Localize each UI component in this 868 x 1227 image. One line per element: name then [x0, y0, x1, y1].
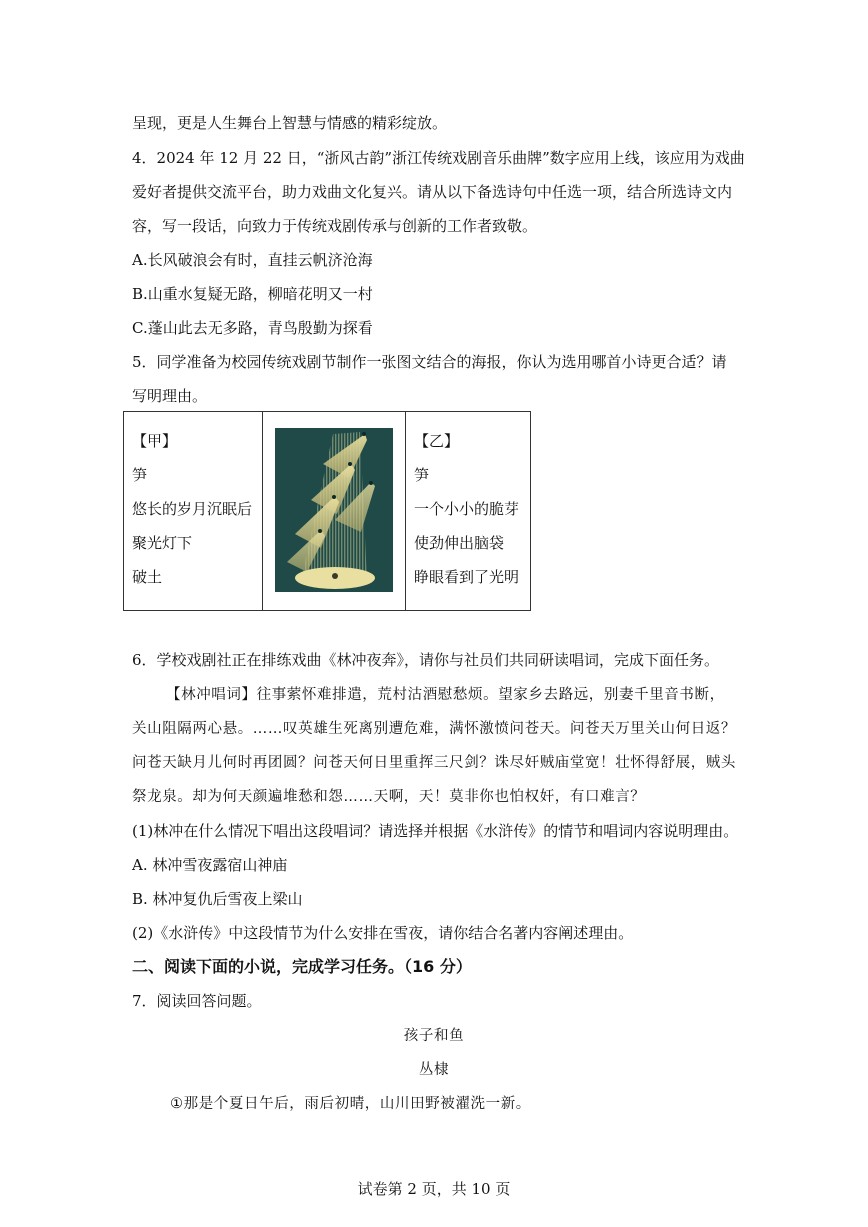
- poem-jia-line: 聚光灯下: [132, 534, 193, 552]
- question-4-text: 爱好者提供交流平台，助力戏曲文化复兴。请从以下备选诗句中任选一项，结合所选诗文内: [132, 183, 733, 201]
- bamboo-shoot-poster-image: [263, 412, 405, 606]
- poem-yi-line: 笋: [414, 466, 430, 484]
- option-b: B. 林冲复仇后雪夜上梁山: [132, 890, 303, 908]
- sub-question-2: (2)《水浒传》中这段情节为什么安排在雪夜，请你结合名著内容阐述理由。: [132, 924, 634, 942]
- story-title: 孩子和鱼: [403, 1028, 465, 1044]
- question-4-text: 4．2024 年 12 月 22 日，“浙风古韵”浙江传统戏剧音乐曲牌”数字应用上线，该应用为戏曲: [132, 149, 745, 167]
- poem-jia-line: 悠长的岁月沉眠后: [132, 500, 253, 518]
- lyric-line: 问苍天缺月儿何时再团圆？问苍天何日里重挥三尺剑？诛尽奸贼庙堂宽！壮怀得舒展，贼头: [132, 755, 736, 771]
- poem-yi-line: 使劲伸出脑袋: [414, 534, 505, 552]
- page-footer: 试卷第 2 页，共 10 页: [357, 1180, 511, 1198]
- poem-jia-cell: [124, 412, 263, 611]
- story-paragraph: ①那是个夏日午后，雨后初晴，山川田野被濯洗一新。: [170, 1096, 531, 1112]
- option-a: A.长风破浪会有时，直挂云帆济沧海: [132, 251, 373, 269]
- poem-yi-label: 【乙】: [414, 432, 460, 450]
- option-b: B.山重水复疑无路，柳暗花明又一村: [132, 285, 373, 303]
- option-a: A. 林冲雪夜露宿山神庙: [132, 856, 288, 874]
- lyric-line: 祭龙泉。却为何天颜遍堆愁和怨……天啊，天！莫非你也怕权奸，有口难言？: [132, 789, 646, 805]
- lyric-line: 【林冲唱词】往事萦怀难排遣，荒村沽酒慰愁烦。望家乡去路远，别妻千里音书断，: [166, 687, 725, 703]
- poem-jia-label: 【甲】: [132, 432, 178, 450]
- poem-yi-line: 一个小小的脆芽: [414, 500, 520, 518]
- question-6-text: 6．学校戏剧社正在排练戏曲《林冲夜奔》，请你与社员们共同研读唱词，完成下面任务。: [132, 651, 720, 669]
- lyric-line: 关山阻隔两心悬。……叹英雄生死离别遭危难，满怀激愤问苍天。问苍天万里关山何日返？: [132, 721, 736, 737]
- question-7-text: 7．阅读回答问题。: [132, 992, 262, 1010]
- question-5-text: 5．同学准备为校园传统戏剧节制作一张图文结合的海报，你认为选用哪首小诗更合适？请: [132, 353, 727, 371]
- question-5-text: 写明理由。: [132, 387, 208, 405]
- story-author: 丛棣: [418, 1062, 450, 1078]
- poem-yi-line: 睁眼看到了光明: [414, 568, 520, 586]
- question-4-text: 容，写一段话，向致力于传统戏剧传承与创新的工作者致敬。: [132, 217, 538, 235]
- section-heading: 二、阅读下面的小说，完成学习任务。（16 分）: [132, 957, 472, 976]
- option-c: C.蓬山此去无多路，青鸟殷勤为探看: [132, 319, 373, 337]
- poem-jia-line: 笋: [132, 466, 148, 484]
- poem-table: [123, 411, 531, 611]
- poster-image-cell: [263, 412, 406, 611]
- text-line: 呈现，更是人生舞台上智慧与情感的精彩绽放。: [132, 114, 448, 132]
- sub-question-1: (1)林冲在什么情况下唱出这段唱词？请选择并根据《水浒传》的情节和唱词内容说明理由。: [132, 822, 739, 840]
- poem-yi-cell: [406, 412, 531, 611]
- poem-jia-line: 破土: [132, 568, 163, 586]
